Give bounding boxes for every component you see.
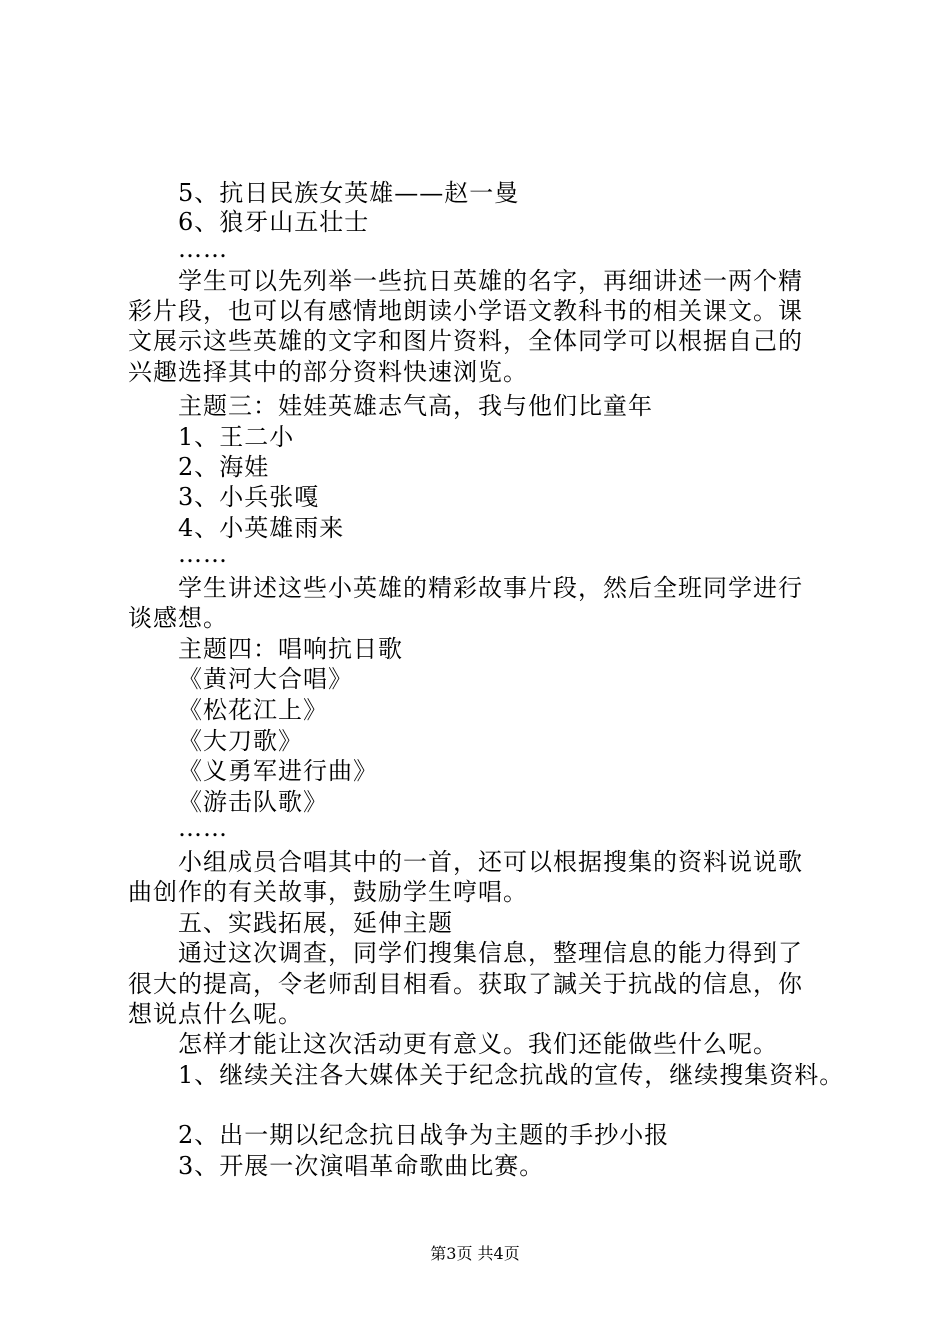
text-line: 兴趣选择其中的部分资料快速浏览。 <box>128 358 528 386</box>
text-line: 谈感想。 <box>128 604 228 632</box>
ellipsis-line: …… <box>178 814 228 842</box>
list-item: 《游击队歌》 <box>178 788 328 816</box>
text-line: 6、狼牙山五壮士 <box>178 208 370 236</box>
text-line: 小组成员合唱其中的一首，还可以根据搜集的资料说说歌 <box>178 848 803 876</box>
list-item: 《黄河大合唱》 <box>178 665 353 693</box>
list-item: 2、出一期以纪念抗日战争为主题的手抄小报 <box>178 1121 670 1149</box>
text-line: 很大的提高，令老师刮目相看。获取了諴关于抗战的信息，你 <box>128 970 803 998</box>
section-heading: 主题三：娃娃英雄志气高，我与他们比童年 <box>178 392 653 420</box>
page-footer: 第3页 共4页 <box>430 1244 520 1263</box>
list-item: 3、小兵张嘎 <box>178 483 320 511</box>
list-item: 1、继续关注各大媒体关于纪念抗战的宣传，继续搜集资料。 <box>178 1061 845 1089</box>
text-line: 想说点什么呢。 <box>128 1000 303 1028</box>
text-line: 学生讲述这些小英雄的精彩故事片段，然后全班同学进行 <box>178 574 803 602</box>
list-item: 《松花江上》 <box>178 696 328 724</box>
list-item: 4、小英雄雨来 <box>178 514 345 542</box>
text-line: 通过这次调查，同学们搜集信息，整理信息的能力得到了 <box>178 939 803 967</box>
text-line: 彩片段，也可以有感情地朗读小学语文教科书的相关课文。课 <box>128 297 803 325</box>
text-line: 5、抗日民族女英雄——赵一曼 <box>178 179 520 207</box>
list-item: 《大刀歌》 <box>178 727 303 755</box>
list-item: 2、海娃 <box>178 453 270 481</box>
ellipsis-line: …… <box>178 235 228 263</box>
text-line: 文展示这些英雄的文字和图片资料，全体同学可以根据自己的 <box>128 327 803 355</box>
list-item: 3、开展一次演唱革命歌曲比赛。 <box>178 1152 545 1180</box>
list-item: 1、王二小 <box>178 423 295 451</box>
section-heading: 五、实践拓展，延伸主题 <box>178 909 453 937</box>
list-item: 《义勇军进行曲》 <box>178 757 378 785</box>
section-heading: 主题四：唱响抗日歌 <box>178 635 403 663</box>
ellipsis-line: …… <box>178 540 228 568</box>
text-line: 曲创作的有关故事，鼓励学生哼唱。 <box>128 878 528 906</box>
text-line: 怎样才能让这次活动更有意义。我们还能做些什么呢。 <box>178 1030 778 1058</box>
text-line: 学生可以先列举一些抗日英雄的名字，再细讲述一两个精 <box>178 267 803 295</box>
